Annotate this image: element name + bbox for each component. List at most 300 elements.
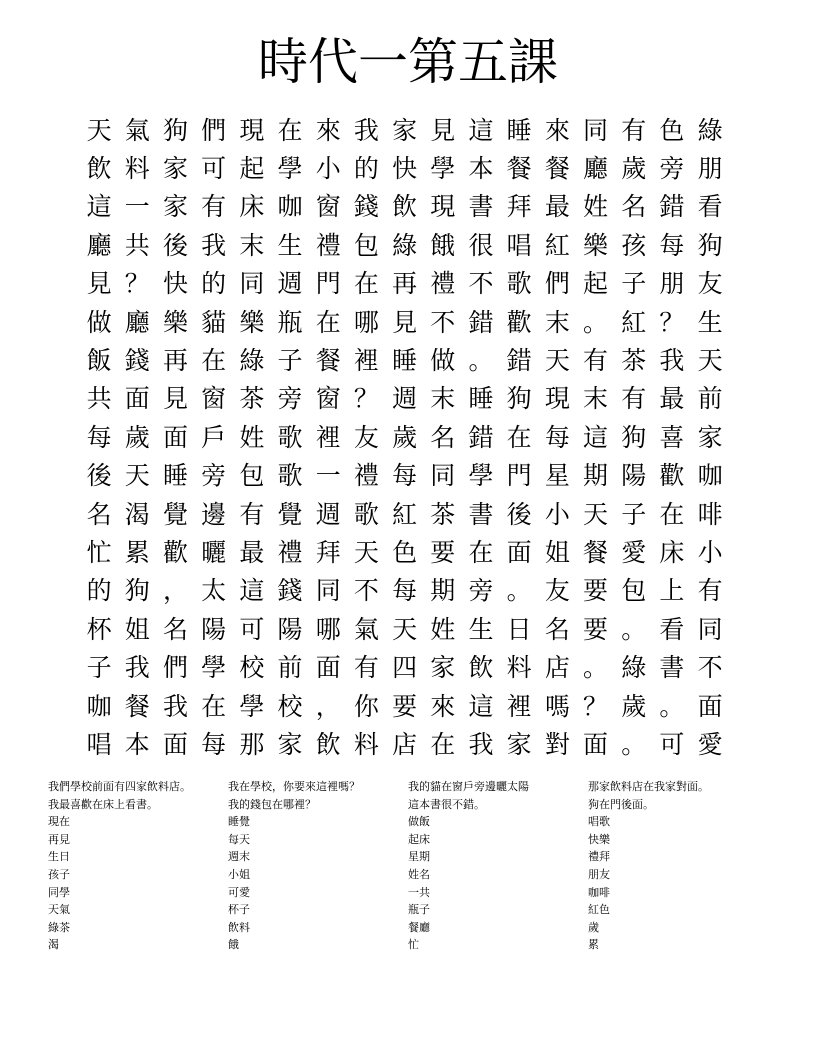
grid-cell: 在 <box>201 346 227 376</box>
grid-cell: 來 <box>430 691 456 721</box>
grid-cell: 嗎 <box>544 691 570 721</box>
grid-cell: 不 <box>697 653 723 683</box>
grid-cell: 飯 <box>86 346 112 376</box>
grid-cell: 拜 <box>506 192 532 222</box>
grid-cell: 同 <box>239 269 265 299</box>
word-bank-entry: 一共 <box>408 885 430 899</box>
grid-cell: 姐 <box>544 537 570 567</box>
grid-cell: 起 <box>583 269 609 299</box>
word-bank <box>48 778 768 954</box>
grid-cell: 面 <box>124 384 150 414</box>
word-bank-entry: 我在學校，你要來這裡嗎？ <box>228 780 360 793</box>
word-bank-entry: 快樂 <box>588 832 610 846</box>
grid-cell: 在 <box>277 115 303 145</box>
grid-cell: 前 <box>697 384 723 414</box>
grid-cell: 校 <box>277 691 303 721</box>
word-bank-column <box>228 778 408 954</box>
word-bank-entry: 餓 <box>228 938 239 952</box>
word-bank-column <box>588 778 768 954</box>
word-bank-column <box>48 778 228 954</box>
grid-cell: 有 <box>239 499 265 529</box>
grid-cell: 愛 <box>621 537 647 567</box>
grid-cell: 。 <box>583 653 609 683</box>
grid-cell: 書 <box>659 653 685 683</box>
grid-cell: 書 <box>468 499 494 529</box>
grid-cell: 歲 <box>124 422 150 452</box>
grid-cell: 一 <box>315 461 341 491</box>
grid-cell: 小 <box>315 154 341 184</box>
grid-cell: 在 <box>659 499 685 529</box>
grid-cell: 那 <box>239 729 265 759</box>
grid-cell: 本 <box>468 154 494 184</box>
grid-cell: 餐 <box>124 691 150 721</box>
grid-cell: 要 <box>430 537 456 567</box>
grid-cell: 綠 <box>392 230 418 260</box>
grid-cell: 這 <box>468 115 494 145</box>
word-bank-entry: 可愛 <box>228 885 250 899</box>
grid-cell: 包 <box>353 230 379 260</box>
grid-cell: 們 <box>201 115 227 145</box>
grid-cell: 樂 <box>239 307 265 337</box>
grid-cell: 在 <box>430 729 456 759</box>
grid-cell: 咖 <box>277 192 303 222</box>
grid-cell: 快 <box>162 269 188 299</box>
grid-cell: 這 <box>86 192 112 222</box>
grid-cell: 愛 <box>697 729 723 759</box>
grid-cell: 唱 <box>86 729 112 759</box>
grid-cell: 可 <box>659 729 685 759</box>
grid-cell: 再 <box>392 269 418 299</box>
grid-cell: 綠 <box>239 346 265 376</box>
grid-cell: 子 <box>277 346 303 376</box>
grid-cell: 面 <box>162 422 188 452</box>
grid-cell: 廳 <box>583 154 609 184</box>
word-bank-entry: 我的貓在窗戶旁邊曬太陽 <box>408 780 529 793</box>
grid-cell: 錢 <box>277 576 303 606</box>
grid-cell: 喜 <box>659 422 685 452</box>
grid-cell: 門 <box>315 269 341 299</box>
grid-cell: 姓 <box>239 422 265 452</box>
grid-cell: 有 <box>621 115 647 145</box>
grid-cell: 週 <box>277 269 303 299</box>
grid-cell: 的 <box>353 154 379 184</box>
grid-cell: 起 <box>239 154 265 184</box>
word-bank-entry: 姓名 <box>408 867 430 881</box>
grid-cell: 學 <box>239 691 265 721</box>
grid-cell: 家 <box>392 115 418 145</box>
grid-cell: 茶 <box>239 384 265 414</box>
grid-cell: 天 <box>353 537 379 567</box>
grid-cell: 餐 <box>583 537 609 567</box>
grid-cell: 見 <box>392 307 418 337</box>
grid-cell: 錯 <box>506 346 532 376</box>
grid-cell: 每 <box>201 729 227 759</box>
grid-cell: 看 <box>659 614 685 644</box>
grid-cell: 來 <box>544 115 570 145</box>
grid-cell: 現 <box>239 115 265 145</box>
grid-cell: 校 <box>239 653 265 683</box>
grid-cell: 面 <box>315 653 341 683</box>
grid-cell: 餐 <box>315 346 341 376</box>
word-bank-entry: 天氣 <box>48 903 70 917</box>
grid-cell: 床 <box>659 537 685 567</box>
grid-cell: 天 <box>392 614 418 644</box>
grid-cell: 有 <box>621 384 647 414</box>
grid-cell: 有 <box>583 346 609 376</box>
grid-cell: 。 <box>659 691 685 721</box>
grid-cell: 末 <box>430 384 456 414</box>
word-bank-entry: 杯子 <box>228 903 250 917</box>
grid-cell: 啡 <box>697 499 723 529</box>
grid-cell: 色 <box>392 537 418 567</box>
grid-cell: 共 <box>86 384 112 414</box>
grid-cell: 本 <box>124 729 150 759</box>
word-bank-entry: 我的錢包在哪裡？ <box>228 797 316 811</box>
grid-cell: 在 <box>201 691 227 721</box>
grid-cell: 窗 <box>315 192 341 222</box>
grid-cell: 歡 <box>659 461 685 491</box>
grid-cell: 廳 <box>124 307 150 337</box>
grid-cell: 拜 <box>315 537 341 567</box>
grid-cell: 。 <box>468 346 494 376</box>
grid-cell: 綠 <box>621 653 647 683</box>
word-bank-entry: 那家飲料店在我家對面。 <box>588 780 709 793</box>
grid-cell: 氣 <box>124 115 150 145</box>
grid-cell: 這 <box>468 691 494 721</box>
grid-cell: 最 <box>239 537 265 567</box>
grid-cell: 小 <box>697 537 723 567</box>
grid-cell: 孩 <box>621 230 647 260</box>
word-bank-entry: 孩子 <box>48 867 70 881</box>
grid-cell: 見 <box>430 115 456 145</box>
grid-cell: 一 <box>124 192 150 222</box>
grid-cell: 天 <box>544 346 570 376</box>
grid-cell: 快 <box>392 154 418 184</box>
grid-cell: 來 <box>315 115 341 145</box>
grid-cell: 天 <box>583 499 609 529</box>
grid-cell: 餐 <box>544 154 570 184</box>
grid-cell: 廳 <box>86 230 112 260</box>
grid-cell: 家 <box>162 154 188 184</box>
grid-cell: 渴 <box>124 499 150 529</box>
grid-cell: 餐 <box>506 154 532 184</box>
grid-cell: 學 <box>277 154 303 184</box>
grid-cell: 做 <box>86 307 112 337</box>
grid-cell: 生 <box>468 614 494 644</box>
grid-cell: 紅 <box>392 499 418 529</box>
grid-cell: 我 <box>659 346 685 376</box>
grid-cell: 咖 <box>86 691 112 721</box>
grid-cell: 曬 <box>201 537 227 567</box>
word-bank-entry: 瓶子 <box>408 903 430 917</box>
grid-cell: 累 <box>124 537 150 567</box>
word-bank-entry: 做飯 <box>408 815 430 829</box>
word-bank-entry: 禮拜 <box>588 850 610 864</box>
grid-cell: 現 <box>544 384 570 414</box>
grid-cell: 後 <box>86 461 112 491</box>
grid-cell: 再 <box>162 346 188 376</box>
grid-cell: 錯 <box>468 422 494 452</box>
grid-cell: 太 <box>201 576 227 606</box>
grid-cell: 狗 <box>124 576 150 606</box>
grid-cell: 歌 <box>277 461 303 491</box>
grid-cell: 紅 <box>621 307 647 337</box>
word-bank-entry: 再見 <box>48 832 70 846</box>
grid-cell: 哪 <box>353 307 379 337</box>
grid-cell: 家 <box>430 653 456 683</box>
grid-cell: 很 <box>468 230 494 260</box>
grid-cell: 。 <box>621 614 647 644</box>
grid-cell: 禮 <box>430 269 456 299</box>
grid-cell: 歲 <box>621 154 647 184</box>
grid-cell: 貓 <box>201 307 227 337</box>
grid-cell: 料 <box>124 154 150 184</box>
word-bank-entry: 小姐 <box>228 867 250 881</box>
grid-cell: ？ <box>659 307 685 337</box>
grid-cell: 我 <box>124 653 150 683</box>
grid-cell: 床 <box>239 192 265 222</box>
grid-cell: 戶 <box>201 422 227 452</box>
word-search-grid <box>80 111 736 764</box>
grid-cell: 期 <box>430 576 456 606</box>
word-bank-entry: 渴 <box>48 938 59 952</box>
grid-cell: 禮 <box>277 537 303 567</box>
grid-cell: 錯 <box>468 307 494 337</box>
grid-cell: 見 <box>86 269 112 299</box>
grid-cell: 我 <box>162 691 188 721</box>
grid-cell: 不 <box>468 269 494 299</box>
word-bank-entry: 忙 <box>408 938 419 952</box>
grid-cell: 姓 <box>583 192 609 222</box>
word-bank-entry: 咖啡 <box>588 885 610 899</box>
word-bank-entry: 現在 <box>48 815 70 829</box>
grid-cell: 姐 <box>124 614 150 644</box>
word-bank-entry: 週末 <box>228 850 250 864</box>
grid-cell: 面 <box>583 729 609 759</box>
grid-cell: 生 <box>697 307 723 337</box>
grid-cell: 週 <box>315 499 341 529</box>
grid-cell: 共 <box>124 230 150 260</box>
grid-cell: 學 <box>430 154 456 184</box>
grid-cell: 的 <box>201 269 227 299</box>
grid-cell: 生 <box>277 230 303 260</box>
word-bank-entry: 歲 <box>588 920 599 934</box>
grid-cell: 子 <box>86 653 112 683</box>
grid-cell: 家 <box>697 422 723 452</box>
grid-cell: 同 <box>430 461 456 491</box>
word-bank-entry: 朋友 <box>588 867 610 881</box>
grid-cell: 料 <box>506 653 532 683</box>
grid-cell: 家 <box>277 729 303 759</box>
grid-cell: 我 <box>201 230 227 260</box>
grid-cell: 瓶 <box>277 307 303 337</box>
grid-cell: 面 <box>506 537 532 567</box>
grid-cell: 名 <box>430 422 456 452</box>
grid-cell: 餓 <box>430 230 456 260</box>
grid-cell: 狗 <box>506 384 532 414</box>
grid-cell: 期 <box>583 461 609 491</box>
grid-cell: 天 <box>697 346 723 376</box>
grid-cell: 末 <box>239 230 265 260</box>
grid-cell: 店 <box>392 729 418 759</box>
grid-cell: 邊 <box>201 499 227 529</box>
grid-cell: 最 <box>659 384 685 414</box>
word-bank-entry: 同學 <box>48 885 70 899</box>
grid-cell: 朋 <box>697 154 723 184</box>
word-bank-entry: 唱歌 <box>588 815 610 829</box>
grid-cell: 小 <box>544 499 570 529</box>
grid-cell: 窗 <box>201 384 227 414</box>
grid-cell: 陽 <box>621 461 647 491</box>
grid-cell: 陽 <box>201 614 227 644</box>
grid-cell: 旁 <box>201 461 227 491</box>
worksheet-title: 時代一第五課 <box>258 33 558 91</box>
grid-cell: 最 <box>544 192 570 222</box>
grid-cell: 名 <box>162 614 188 644</box>
word-bank-entry: 綠茶 <box>48 920 70 934</box>
grid-cell: 你 <box>353 691 379 721</box>
grid-cell: 要 <box>392 691 418 721</box>
grid-cell: 在 <box>315 307 341 337</box>
grid-cell: 店 <box>544 653 570 683</box>
grid-cell: 我 <box>353 115 379 145</box>
grid-cell: 氣 <box>353 614 379 644</box>
grid-cell: 狗 <box>162 115 188 145</box>
grid-cell: 後 <box>506 499 532 529</box>
grid-cell: 要 <box>583 576 609 606</box>
grid-cell: 飲 <box>315 729 341 759</box>
grid-cell: 在 <box>353 269 379 299</box>
grid-cell: 裡 <box>315 422 341 452</box>
grid-cell: 紅 <box>544 230 570 260</box>
grid-cell: 名 <box>86 499 112 529</box>
grid-cell: 睡 <box>468 384 494 414</box>
word-bank-entry: 紅色 <box>588 903 610 917</box>
grid-cell: 錢 <box>124 346 150 376</box>
grid-cell: 後 <box>162 230 188 260</box>
grid-cell: 看 <box>697 192 723 222</box>
grid-cell: 歲 <box>392 422 418 452</box>
word-bank-entry: 生日 <box>48 850 70 864</box>
grid-cell: 週 <box>392 384 418 414</box>
grid-cell: 面 <box>162 729 188 759</box>
word-bank-entry: 餐廳 <box>408 920 430 934</box>
grid-cell: 樂 <box>162 307 188 337</box>
grid-cell: 姓 <box>430 614 456 644</box>
word-bank-entry: 累 <box>588 938 599 952</box>
grid-cell: 綠 <box>697 115 723 145</box>
grid-cell: 忙 <box>86 537 112 567</box>
word-bank-entry: 飲料 <box>228 920 250 934</box>
grid-cell: 覺 <box>277 499 303 529</box>
grid-cell: 在 <box>506 422 532 452</box>
grid-cell: 學 <box>201 653 227 683</box>
grid-cell: 現 <box>430 192 456 222</box>
grid-cell: 歌 <box>277 422 303 452</box>
grid-cell: 們 <box>162 653 188 683</box>
word-bank-entry: 睡覺 <box>228 815 250 829</box>
word-bank-entry: 星期 <box>408 850 430 864</box>
grid-cell: 窗 <box>315 384 341 414</box>
grid-cell: ， <box>162 576 188 606</box>
grid-cell: 錯 <box>659 192 685 222</box>
grid-cell: 樂 <box>583 230 609 260</box>
grid-cell: 這 <box>583 422 609 452</box>
grid-cell: 睡 <box>506 115 532 145</box>
grid-cell: 禮 <box>353 461 379 491</box>
grid-cell: 名 <box>544 614 570 644</box>
grid-cell: 有 <box>697 576 723 606</box>
grid-cell: 旁 <box>277 384 303 414</box>
grid-cell: 末 <box>544 307 570 337</box>
grid-cell: 書 <box>468 192 494 222</box>
grid-cell: 同 <box>583 115 609 145</box>
grid-cell: 同 <box>697 614 723 644</box>
grid-cell: 末 <box>583 384 609 414</box>
grid-cell: 友 <box>353 422 379 452</box>
grid-cell: 同 <box>315 576 341 606</box>
grid-cell: 的 <box>86 576 112 606</box>
grid-cell: 每 <box>659 230 685 260</box>
grid-cell: 包 <box>621 576 647 606</box>
grid-cell: 不 <box>353 576 379 606</box>
grid-cell: 可 <box>239 614 265 644</box>
grid-cell: 每 <box>392 576 418 606</box>
grid-cell: 裡 <box>506 691 532 721</box>
grid-cell: 要 <box>583 614 609 644</box>
grid-cell: 飲 <box>86 154 112 184</box>
grid-cell: ？ <box>353 384 379 414</box>
grid-cell: 我 <box>468 729 494 759</box>
grid-cell: 對 <box>544 729 570 759</box>
grid-cell: 子 <box>621 269 647 299</box>
grid-cell: 友 <box>697 269 723 299</box>
grid-cell: 。 <box>583 307 609 337</box>
grid-cell: 有 <box>353 653 379 683</box>
grid-cell: 友 <box>544 576 570 606</box>
grid-cell: 子 <box>621 499 647 529</box>
grid-cell: 天 <box>86 115 112 145</box>
grid-cell: 裡 <box>353 346 379 376</box>
grid-cell: 包 <box>239 461 265 491</box>
grid-cell: 家 <box>162 192 188 222</box>
grid-cell: 每 <box>544 422 570 452</box>
grid-cell: 咖 <box>697 461 723 491</box>
grid-cell: 有 <box>201 192 227 222</box>
grid-cell: 天 <box>124 461 150 491</box>
grid-cell: 飲 <box>468 653 494 683</box>
grid-cell: 料 <box>353 729 379 759</box>
grid-cell: 狗 <box>697 230 723 260</box>
grid-cell: 星 <box>544 461 570 491</box>
grid-cell: 每 <box>86 422 112 452</box>
grid-cell: 茶 <box>430 499 456 529</box>
grid-cell: 四 <box>392 653 418 683</box>
grid-cell: 見 <box>162 384 188 414</box>
grid-cell: 睡 <box>392 346 418 376</box>
grid-cell: 歌 <box>506 269 532 299</box>
grid-cell: 朋 <box>659 269 685 299</box>
grid-cell: 這 <box>239 576 265 606</box>
grid-cell: 歲 <box>621 691 647 721</box>
grid-cell: 唱 <box>506 230 532 260</box>
grid-cell: ？ <box>124 269 150 299</box>
word-bank-entry: 每天 <box>228 832 250 846</box>
grid-cell: ？ <box>583 691 609 721</box>
grid-cell: 面 <box>697 691 723 721</box>
grid-cell: 旁 <box>468 576 494 606</box>
word-bank-entry: 我們學校前面有四家飲料店。 <box>48 780 191 793</box>
